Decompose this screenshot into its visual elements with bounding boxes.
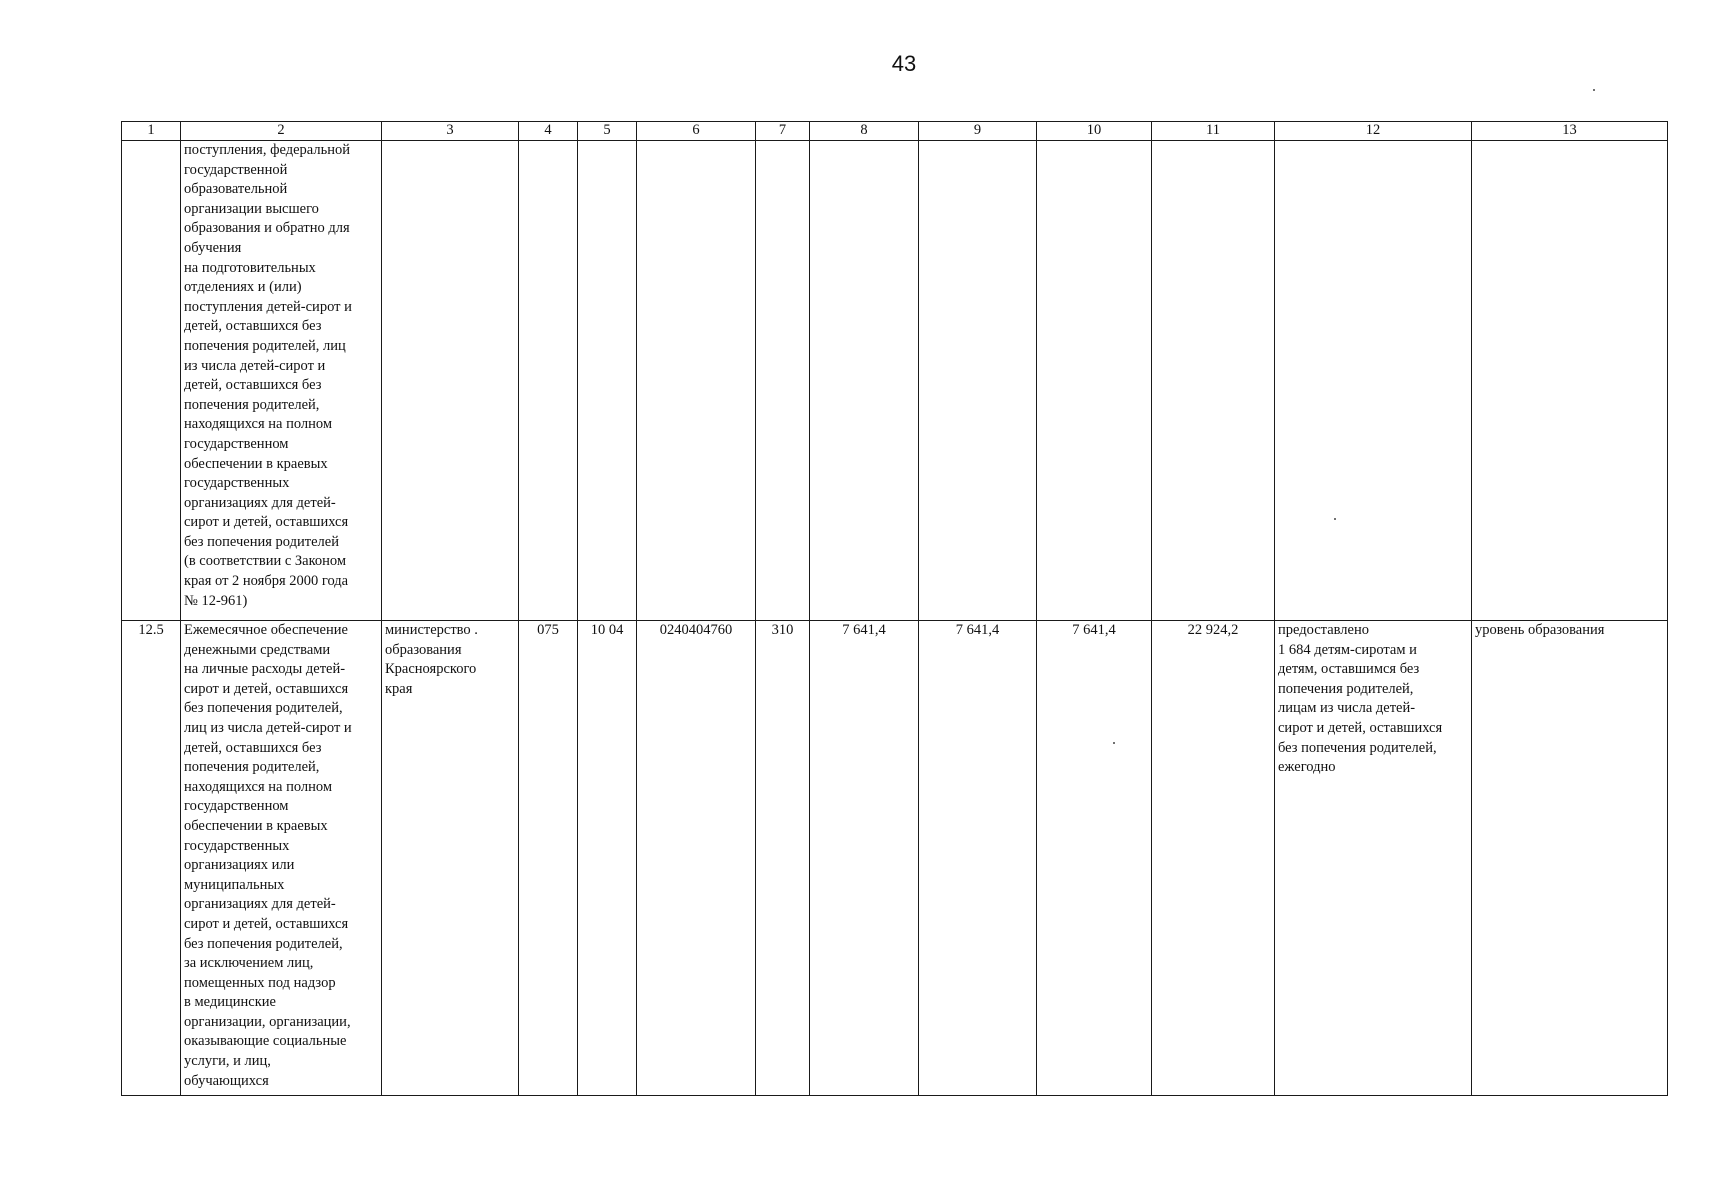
column-header-8: 8 bbox=[810, 122, 919, 141]
scan-speck bbox=[1334, 518, 1336, 520]
cell-item-number: 12.5 bbox=[122, 621, 181, 1096]
cell-item-number bbox=[122, 141, 181, 621]
column-header-5: 5 bbox=[578, 122, 637, 141]
cell-vr bbox=[756, 141, 810, 621]
table-row-12-5 bbox=[122, 621, 1668, 1096]
cell-expected-result bbox=[1275, 141, 1472, 621]
table-header-row bbox=[122, 122, 1668, 141]
cell-year-3 bbox=[1037, 141, 1152, 621]
cell-year-2 bbox=[919, 141, 1037, 621]
column-header-7: 7 bbox=[756, 122, 810, 141]
cell-rzpr: 10 04 bbox=[578, 621, 637, 1096]
column-header-10: 10 bbox=[1037, 122, 1152, 141]
column-header-3: 3 bbox=[382, 122, 519, 141]
column-header-1: 1 bbox=[122, 122, 181, 141]
scan-speck bbox=[1113, 742, 1115, 744]
cell-indicator bbox=[1472, 141, 1668, 621]
column-header-11: 11 bbox=[1152, 122, 1275, 141]
cell-grbs bbox=[519, 141, 578, 621]
cell-responsible bbox=[382, 141, 519, 621]
cell-responsible: министерство . образования Красноярского края bbox=[382, 621, 519, 1096]
cell-csr bbox=[637, 141, 756, 621]
program-table bbox=[121, 121, 1668, 1096]
cell-rzpr bbox=[578, 141, 637, 621]
cell-expected-result: предоставлено 1 684 детям-сиротам и детям, оставшимся без попечения родителей, лицам из числа детей- сирот и детей, оставшихся без попечения родителей, ежегодно bbox=[1275, 621, 1472, 1096]
column-header-9: 9 bbox=[919, 122, 1037, 141]
cell-year-2: 7 641,4 bbox=[919, 621, 1037, 1096]
cell-csr: 0240404760 bbox=[637, 621, 756, 1096]
column-header-12: 12 bbox=[1275, 122, 1472, 141]
cell-vr: 310 bbox=[756, 621, 810, 1096]
cell-year-1 bbox=[810, 141, 919, 621]
column-header-6: 6 bbox=[637, 122, 756, 141]
table-row-continuation bbox=[122, 141, 1668, 621]
cell-total bbox=[1152, 141, 1275, 621]
cell-year-1: 7 641,4 bbox=[810, 621, 919, 1096]
page-number: 43 bbox=[891, 51, 917, 76]
column-header-4: 4 bbox=[519, 122, 578, 141]
cell-measure-name: поступления, федеральной государственной образовательной организации высшего образования и обратно для обучения на подготовительных отделениях и (или) поступления детей-сирот и детей, оставшихся без попечения родителей, лиц из числа детей-сирот и детей, оставшихся без попечения родителей, находящихся на полном государственном обеспечении в краевых государственных организациях для детей- сирот и детей, оставшихся без попечения родителей (в соответствии с Законом края от 2 ноября 2000 года № 12-961) bbox=[181, 141, 382, 621]
cell-total: 22 924,2 bbox=[1152, 621, 1275, 1096]
cell-year-3: 7 641,4 bbox=[1037, 621, 1152, 1096]
column-header-2: 2 bbox=[181, 122, 382, 141]
cell-indicator: уровень образования bbox=[1472, 621, 1668, 1096]
scan-speck bbox=[1593, 89, 1595, 91]
cell-grbs: 075 bbox=[519, 621, 578, 1096]
cell-measure-name: Ежемесячное обеспечение денежными средствами на личные расходы детей- сирот и детей, оставшихся без попечения родителей, лиц из числа детей-сирот и детей, оставшихся без попечения родителей, находящихся на полном государственном обеспечении в краевых государственных организациях или муниципальных организациях для детей- сирот и детей, оставшихся без попечения родителей, за исключением лиц, помещенных под надзор в медицинские организации, организации, оказывающие социальные услуги, и лиц, обучающихся bbox=[181, 621, 382, 1096]
column-header-13: 13 bbox=[1472, 122, 1668, 141]
